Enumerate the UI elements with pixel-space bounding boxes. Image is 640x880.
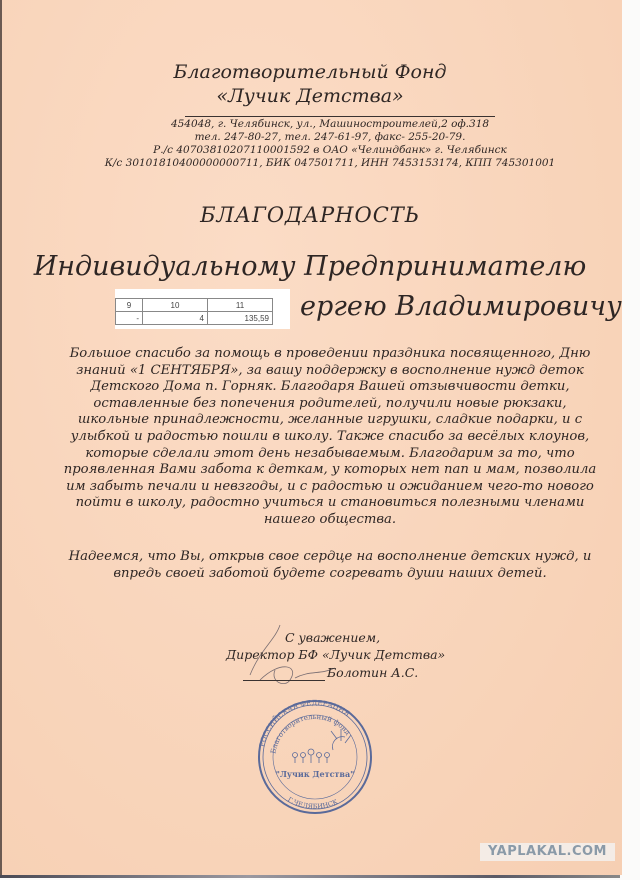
scan-edge [0, 875, 620, 878]
overlay-value-cell: 135,59 [208, 312, 273, 325]
children-sun-icon [293, 729, 352, 763]
recipient-line2: ергею Владимировичу [300, 291, 622, 322]
signature-position: Директор БФ «Лучик Детства» [226, 647, 446, 662]
stamp-center-text: "Лучик Детства" [275, 769, 355, 779]
body-paragraph-1: Большое спасибо за помощь в проведении праздника посвященного, Дню знаний «1 СЕНТЯБРЯ», за вашу поддержку в восполнение нужд деток Детского Дома п. Горняк. Благодаря Вашей отзывчивости детки, оставленные без попечения родителей, получили новые рюкзаки, школьные принадлежности, желанные игрушки, сладкие подарки, и с улыбкой и радостью пошли в школу. Также спасибо за весёлых клоунов, которые сделали этот день незабываемым. Благодарим за то, что проявленная Вами забота к деткам, у которых нет пап и мам, позволила им забыть печали и невзгоды, и с радостью и ожиданием чего-то нового пойти в школу, радостно учиться и становиться полезными членами нашего общества. [63, 346, 597, 527]
stamp-bottom-text: Г.ЧЕЛЯБИНСК [286, 795, 339, 811]
document-title: БЛАГОДАРНОСТЬ [200, 203, 420, 227]
org-phones: тел. 247-80-27, тел. 247-61-97, факс- 255-20-79. [194, 131, 466, 143]
overlay-header-cell: 9 [116, 299, 143, 312]
signature-name: Болотин А.С. [327, 665, 419, 680]
overlay-table [115, 298, 273, 325]
org-name-line2: «Лучик Детства» [216, 85, 404, 107]
stamp-inner-text: Благотворительный фонд [269, 712, 352, 755]
org-name [0, 60, 620, 108]
redaction-table-overlay [115, 289, 290, 329]
body-paragraph-2: Надеемся, что Вы, открыв свое сердце на восполнение детских нужд, и впредь своей заботой будете согревать души наших детей. [68, 549, 592, 581]
header-divider [185, 116, 495, 117]
stamp-outer-text: РОССИЙСКАЯ ФЕДЕРАЦИЯ [258, 698, 352, 748]
org-bank-account: Р./с 40703810207110001592 в ОАО «Челиндбанк» г. Челябинск [153, 144, 507, 156]
signature-closing: С уважением, [285, 630, 381, 645]
org-address: 454048, г. Челябинск, ул., Машиностроителей,2 оф.318 [170, 118, 490, 130]
signature-line [243, 680, 325, 681]
overlay-value-cell: 4 [143, 312, 208, 325]
org-name-line1: Благотворительный Фонд [173, 61, 447, 83]
overlay-value-cell: - [116, 312, 143, 325]
org-bank-details: К/с 30101810400000000711, БИК 047501711, ИНН 7453153174, КПП 745301001 [104, 157, 556, 169]
overlay-header-cell: 10 [143, 299, 208, 312]
recipient-line1: Индивидуальному Предпринимателю [33, 251, 587, 282]
organization-stamp [245, 695, 385, 815]
watermark: YAPLAKAL.COM [480, 843, 615, 861]
overlay-header-cell: 11 [208, 299, 273, 312]
